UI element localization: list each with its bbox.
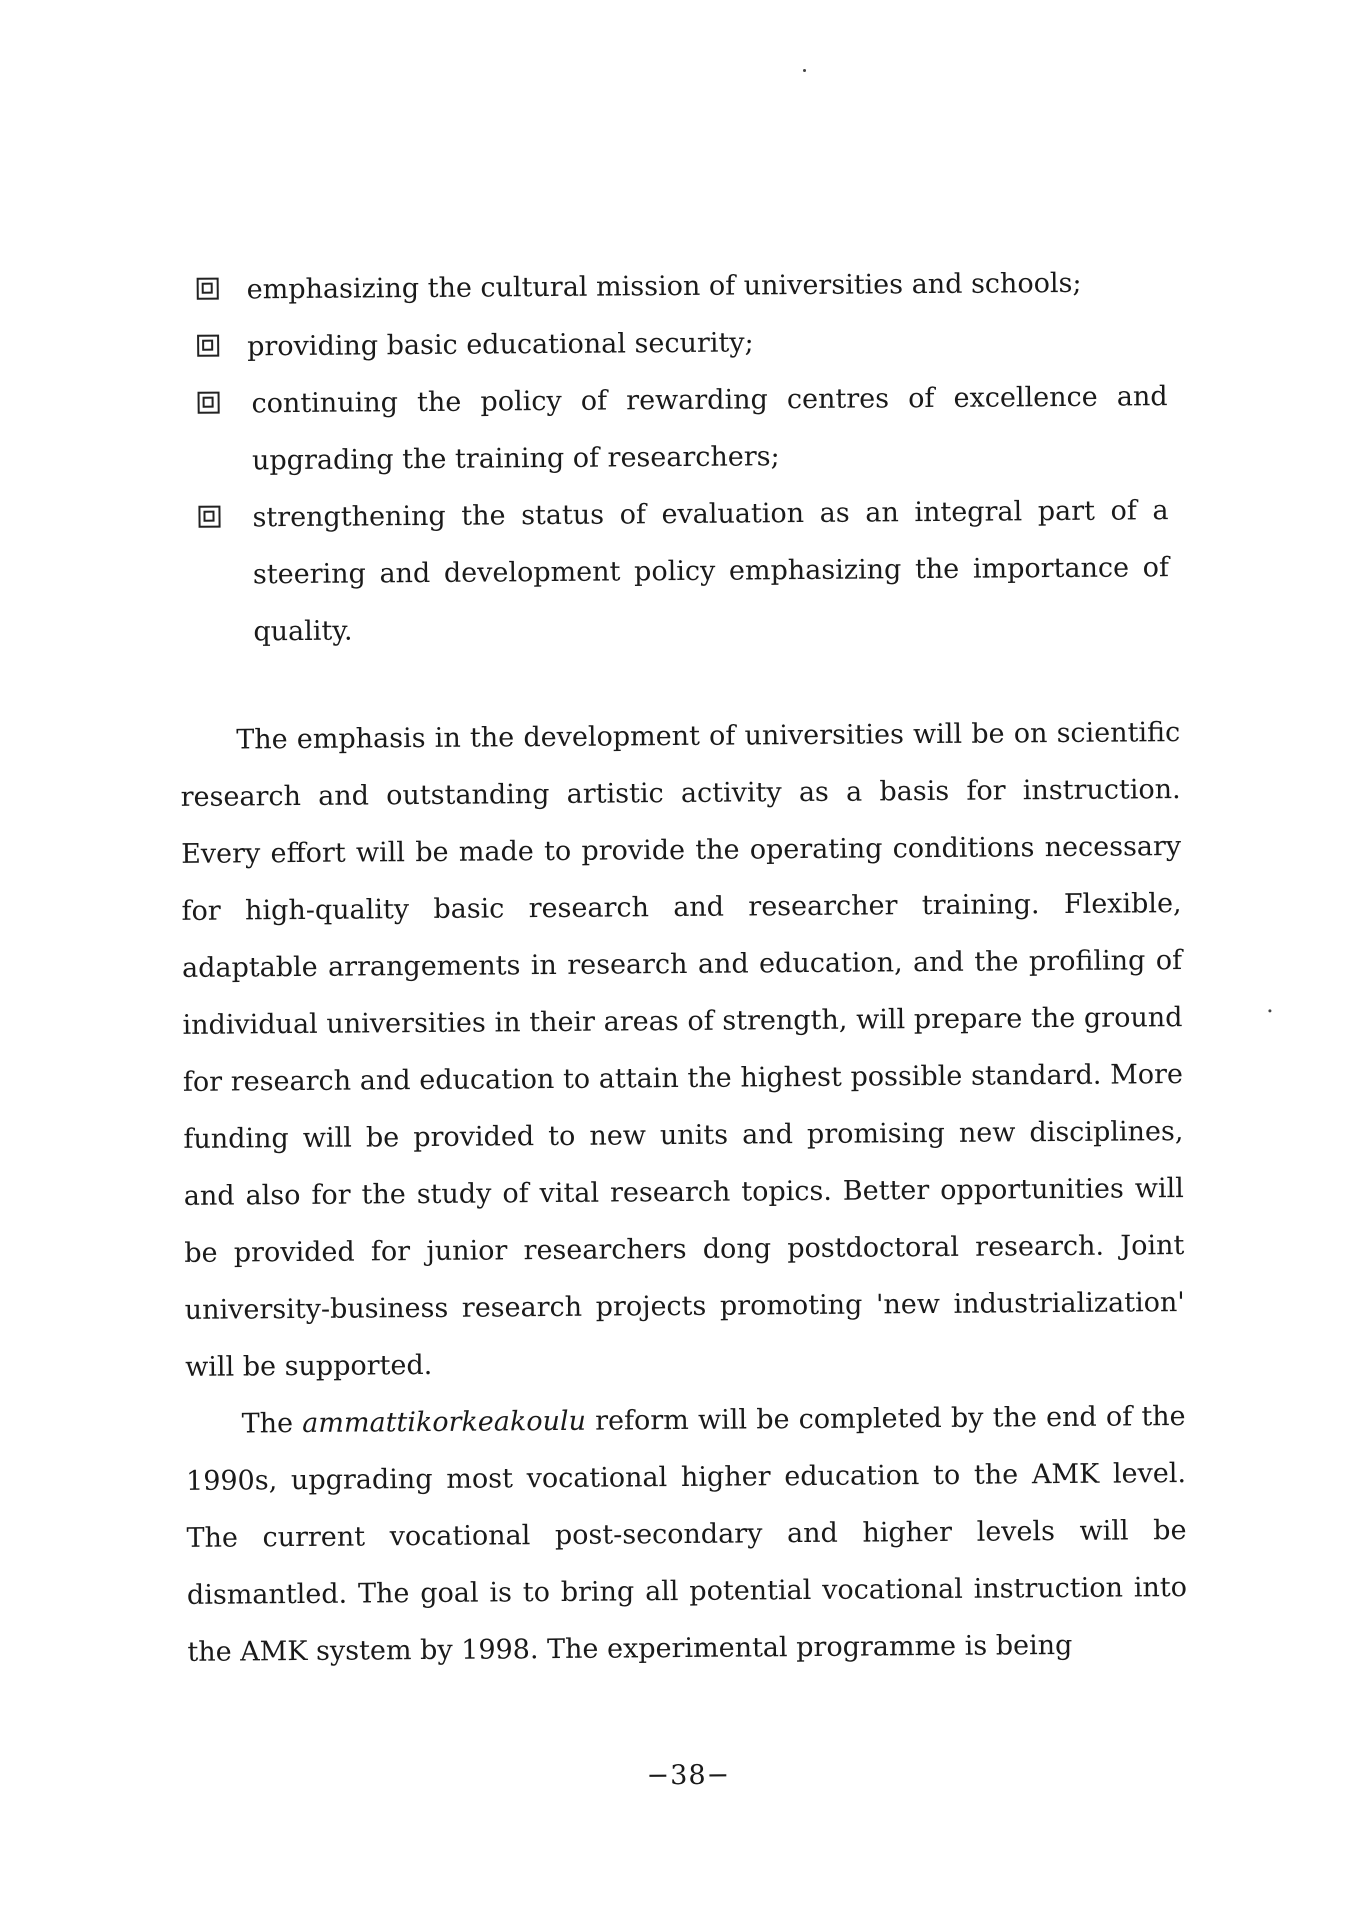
bullet-text: providing basic educational security;	[247, 327, 754, 363]
scan-speck	[1268, 1009, 1271, 1012]
box-bullet-icon	[197, 335, 219, 357]
bullet-text: continuing the policy of rewarding centres of excellence and upgrading the training of researchers;	[251, 381, 1168, 477]
bullet-item	[198, 482, 1179, 661]
bullet-item	[197, 254, 1177, 319]
bullet-item	[197, 311, 1177, 376]
bullet-item	[197, 368, 1178, 490]
body-paragraph	[185, 1388, 1187, 1681]
scan-speck	[803, 69, 806, 72]
reform-term: ammattikorkeakoulu	[302, 1405, 587, 1439]
box-bullet-icon	[198, 506, 220, 528]
bullet-list	[197, 254, 1180, 661]
box-bullet-icon	[197, 278, 219, 300]
paragraph-rest: reform will be completed by the end of the 1990s, upgrading most vocational higher education to the AMK level. The current vocational post-secondary and higher levels will be dismantled. The goal is to bring all potential vocational instruction into the AMK system by 1998. The experimental programme is being	[185, 1401, 1188, 1668]
body-paragraph: The emphasis in the development of universities will be on scientific research and outstanding artistic activity as a basis for instruction. Every effort will be made to provide the operating conditions necessary for high-quality basic research and researcher training. Flexible, adaptable arrangements in research and education, and the profiling of individual universities in their areas of strength, will prepare the ground for research and education to attain the highest possible standard. More funding will be provided to new units and promising new disciplines, and also for the study of vital research topics. Better opportunities will be provided for junior researchers dong postdoctoral research. Joint university-business research projects promoting 'new industrialization' will be supported.	[180, 717, 1185, 1383]
page-number: −38−	[646, 1759, 731, 1792]
bullet-text: emphasizing the cultural mission of universities and schools;	[246, 267, 1082, 306]
bullet-text: strengthening the status of evaluation as an integral part of a steering and development policy emphasizing the importance of quality.	[252, 495, 1170, 648]
box-bullet-icon	[198, 392, 220, 414]
paragraph-lead: The	[241, 1408, 294, 1440]
